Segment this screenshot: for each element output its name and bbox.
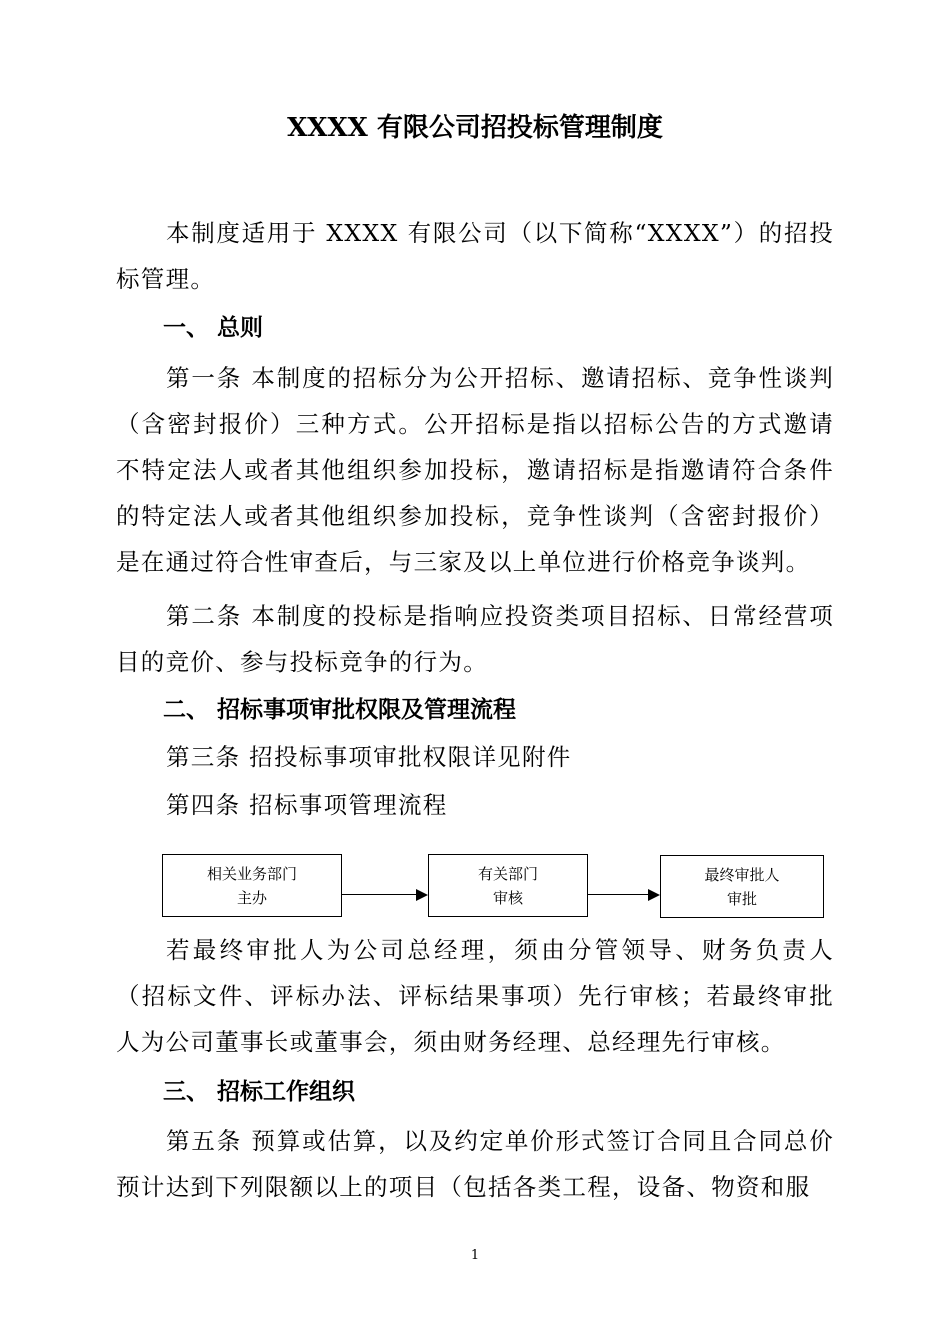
flow-box-department	[162, 854, 342, 917]
flow-box-review	[428, 854, 588, 917]
section-number: 三、	[163, 1079, 209, 1105]
article-3: 第三条 招投标事项审批权限详见附件	[166, 743, 572, 771]
section-title: 招标事项审批权限及管理流程	[217, 697, 516, 723]
section-number: 一、	[163, 315, 209, 341]
article-5: 第五条 预算或估算，以及约定单价形式签订合同且合同总价预计达到下列限额以上的项目（包括各类工程，设备、物资和服	[116, 1127, 834, 1201]
flow-box-approval	[660, 855, 824, 918]
flow-box-line1: 最终审批人	[704, 865, 780, 884]
section-heading-1	[163, 308, 263, 348]
section-title: 总则	[217, 315, 263, 341]
approval-note-paragraph: 若最终审批人为公司总经理，须由分管领导、财务负责人（招标文件、评标办法、评标结果事项）先行审核；若最终审批人为公司董事长或董事会，须由财务经理、总经理先行审核。	[116, 936, 834, 1056]
flow-box-line1: 相关业务部门	[206, 864, 297, 883]
section-heading-2	[163, 690, 516, 730]
flow-connector	[342, 894, 417, 895]
intro-paragraph: 本制度适用于 XXXX 有限公司（以下简称“XXXX”）的招投标管理。	[116, 219, 834, 293]
arrow-right-icon	[416, 889, 428, 901]
article-1: 第一条 本制度的招标分为公开招标、邀请招标、竞争性谈判（含密封报价）三种方式。公开招标是指以招标公告的方式邀请不特定法人或者其他组织参加投标，邀请招标是指邀请符合条件的特定法人或者其他组织参加投标，竞争性谈判（含密封报价）是在通过符合性审查后，与三家及以上单位进行价格竞争谈判。	[116, 364, 834, 576]
article-2: 第二条 本制度的投标是指响应投资类项目招标、日常经营项目的竞价、参与投标竞争的行为。	[116, 602, 834, 676]
section-heading-3	[163, 1072, 355, 1112]
flow-box-line1: 有关部门	[477, 864, 538, 883]
document-title: XXXX 有限公司招投标管理制度	[287, 113, 663, 143]
flow-box-line2: 审核	[492, 888, 523, 907]
flow-connector	[588, 894, 649, 895]
arrow-right-icon	[648, 889, 660, 901]
section-number: 二、	[163, 697, 209, 723]
section-title: 招标工作组织	[217, 1079, 355, 1105]
article-4: 第四条 招标事项管理流程	[166, 791, 448, 819]
page-number: 1	[470, 1248, 480, 1263]
flow-box-line2: 审批	[726, 889, 757, 908]
flow-box-line2: 主办	[236, 888, 267, 907]
